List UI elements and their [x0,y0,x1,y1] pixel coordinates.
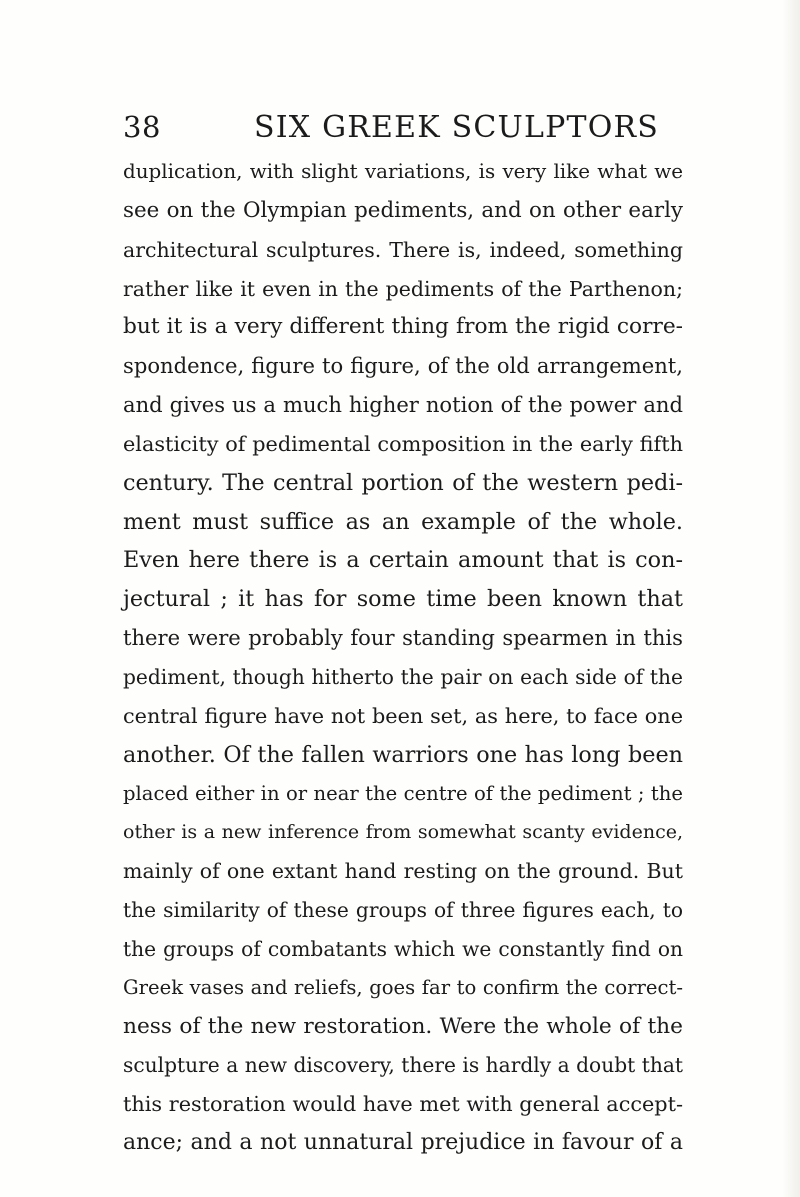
text-line: this restoration would have met with general accept- [123,1092,683,1117]
text-line: ance; and a not unnatural prejudice in favour of a [123,1130,683,1156]
text-line: rather like it even in the pediments of the Parthenon; [123,276,683,301]
text-line: but it is a very different thing from the rigid corre- [123,314,683,340]
text-line: duplication, with slight variations, is very like what we [123,160,683,183]
text-line: central figure have not been set, as here, to face one [123,703,683,728]
text-line: century. The central portion of the western pedi- [123,469,683,496]
text-line: ness of the new restoration. Were the whole of the [123,1013,683,1039]
text-line: ment must suffice as an example of the whole. [123,508,683,535]
text-line: the similarity of these groups of three figures each, to [123,898,683,923]
text-line: see on the Olympian pediments, and on other early [123,197,683,223]
text-line: the groups of combatants which we constantly find on [123,936,683,961]
text-line: Greek vases and reliefs, goes far to confirm the correct- [123,975,683,999]
text-line: elasticity of pedimental composition in the early fifth [123,431,683,456]
page-number: 38 [123,110,161,144]
text-line: spondence, figure to figure, of the old arrangement, [123,353,683,379]
text-line: mainly of one extant hand resting on the ground. But [123,859,683,884]
text-line: there were probably four standing spearmen in this [123,625,683,651]
text-line: sculpture a new discovery, there is hardly a doubt that [123,1053,683,1078]
text-line: other is a new inference from somewhat scanty evidence, [123,821,683,844]
text-line: Even here there is a certain amount that is con- [123,547,683,574]
text-line: another. Of the fallen warriors one has long been [123,741,683,768]
page-edge-shadow [782,0,800,1197]
text-line: and gives us a much higher notion of the power and [123,392,683,418]
text-line: jectural ; it has for some time been known that [123,586,683,613]
text-line: pediment, though hitherto the pair on each side of the [123,664,683,689]
running-title: SIX GREEK SCULPTORS [254,110,660,145]
page-header [123,104,683,154]
text-line: placed either in or near the centre of the pediment ; the [123,781,683,805]
body-text [123,153,683,1163]
text-line: architectural sculptures. There is, indeed, something [123,237,683,262]
